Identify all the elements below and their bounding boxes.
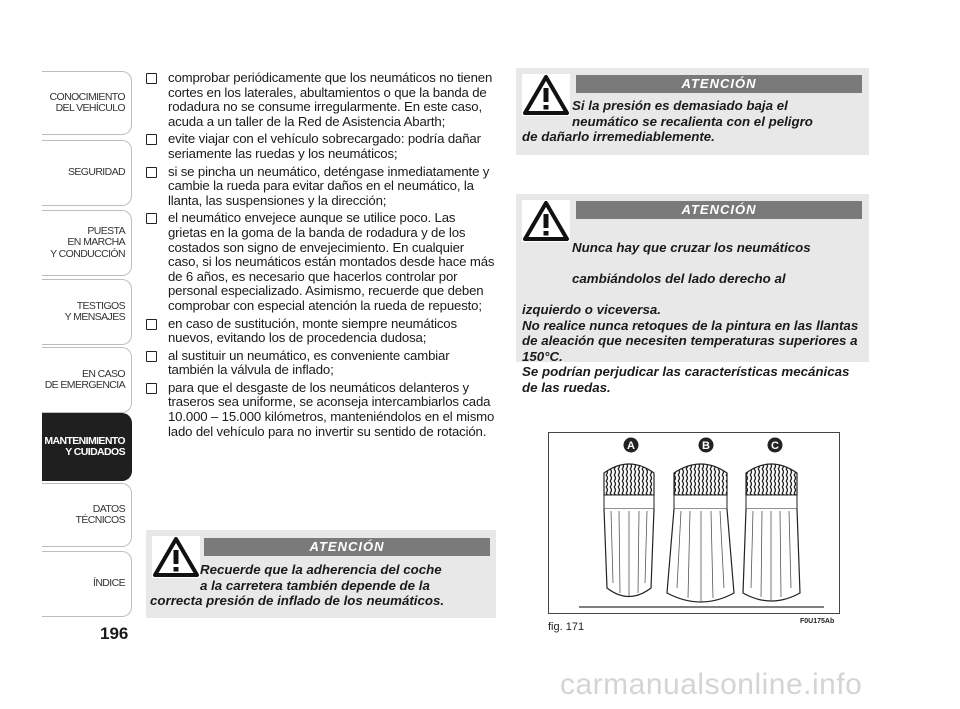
marker-b xyxy=(699,438,714,453)
checkbox-bullet-icon xyxy=(146,73,157,84)
warning-text: Recuerde que la adherencia del coche a la carretera también depende de la correcta presión de inflado de los neumáticos. xyxy=(150,562,445,609)
warning-box-low-pressure xyxy=(516,68,869,155)
tyre-c xyxy=(743,464,800,601)
tyre-wear-figure xyxy=(548,432,840,614)
checkbox-bullet-icon xyxy=(146,167,157,178)
sidebar-item-conocimiento[interactable]: CONOCIMIENTO DEL VEHÍCULO xyxy=(42,71,132,135)
warning-title: ATENCIÓN xyxy=(204,538,490,556)
list-item: comprobar periódicamente que los neumáticos no tienen cortes en los laterales, abultamientos o que la banda de rodadura no se consume irregularmente. En este caso, acuda a un taller de la Red de Asistencia Abarth; xyxy=(146,71,496,129)
list-item: para que el desgaste de los neumáticos delanteros y traseros sea uniforme, se aconseja intercambiarlos cada 10.000 – 15.000 kilómetros, manteniéndolos en el mismo lado del vehículo para no invertir su sentido de rotación. xyxy=(146,381,496,439)
svg-text:C: C xyxy=(771,440,779,452)
marker-c xyxy=(768,438,783,453)
warning-title: ATENCIÓN xyxy=(576,75,862,93)
sidebar-item-mantenimiento[interactable]: MANTENIMIENTO Y CUIDADOS xyxy=(42,413,132,481)
marker-a xyxy=(624,438,639,453)
svg-text:A: A xyxy=(627,440,635,452)
warning-box-tyre-swap xyxy=(516,194,869,395)
list-item: al sustituir un neumático, es conveniente cambiar también la válvula de inflado; xyxy=(146,349,496,378)
sidebar-item-indice[interactable]: ÍNDICE xyxy=(42,551,132,617)
sidebar-item-puesta-en-marcha[interactable]: PUESTA EN MARCHA Y CONDUCCIÓN xyxy=(42,210,132,276)
warning-text: Nunca hay que cruzar los neumáticos cambiándolos del lado derecho al izquierdo o viceversa. No realice nunca retoques de la pintura en las llantas de aleación que necesiten temperaturas superiores a 150°C. Se podrían perjudicar las características mecánicas de las ruedas. xyxy=(522,239,859,395)
tyre-b xyxy=(667,464,734,602)
list-item: el neumático envejece aunque se utilice poco. Las grietas en la goma de la banda de rodadura y de los costados son signo de envejecimiento. En cualquier caso, si los neumáticos están montados desde hace más de 6 años, es necesario que hacerlos controlar por personal especializado. Asimismo, recuerde que deben comprobar con especial atención la rueda de repuesto; xyxy=(146,211,496,313)
checkbox-bullet-icon xyxy=(146,383,157,394)
list-item: si se pincha un neumático, deténgase inmediatamente y cambie la rueda para evitar daños en el neumático, la llanta, las suspensiones y la dirección; xyxy=(146,165,496,209)
watermark: carmanualsonline.info xyxy=(560,668,863,701)
svg-text:B: B xyxy=(702,440,710,452)
tyre-illustration xyxy=(549,433,839,613)
tyre-a xyxy=(604,464,654,597)
checkbox-bullet-icon xyxy=(146,319,157,330)
list-item: en caso de sustitución, monte siempre neumáticos nuevos, evitando los de procedencia dudosa; xyxy=(146,317,496,346)
checkbox-bullet-icon xyxy=(146,134,157,145)
sidebar-item-seguridad[interactable]: SEGURIDAD xyxy=(42,140,132,206)
checkbox-bullet-icon xyxy=(146,213,157,224)
checkbox-bullet-icon xyxy=(146,351,157,362)
page-number: 196 xyxy=(100,624,129,643)
bullet-list xyxy=(146,71,496,442)
warning-title: ATENCIÓN xyxy=(576,201,862,219)
figure-caption: fig. 171 xyxy=(548,621,585,633)
sidebar-item-emergencia[interactable]: EN CASO DE EMERGENCIA xyxy=(42,347,132,413)
sidebar-item-testigos[interactable]: TESTIGOS Y MENSAJES xyxy=(42,279,132,345)
figure-code: F0U175Ab xyxy=(800,618,835,625)
sidebar-item-datos-tecnicos[interactable]: DATOS TÉCNICOS xyxy=(42,483,132,547)
warning-text: Si la presión es demasiado baja el neumático se recalienta con el peligro de dañarlo irremediablemente. xyxy=(522,98,813,145)
warning-box-adherence xyxy=(146,530,496,618)
list-item: evite viajar con el vehículo sobrecargado: podría dañar seriamente las ruedas y los neumáticos; xyxy=(146,132,496,161)
